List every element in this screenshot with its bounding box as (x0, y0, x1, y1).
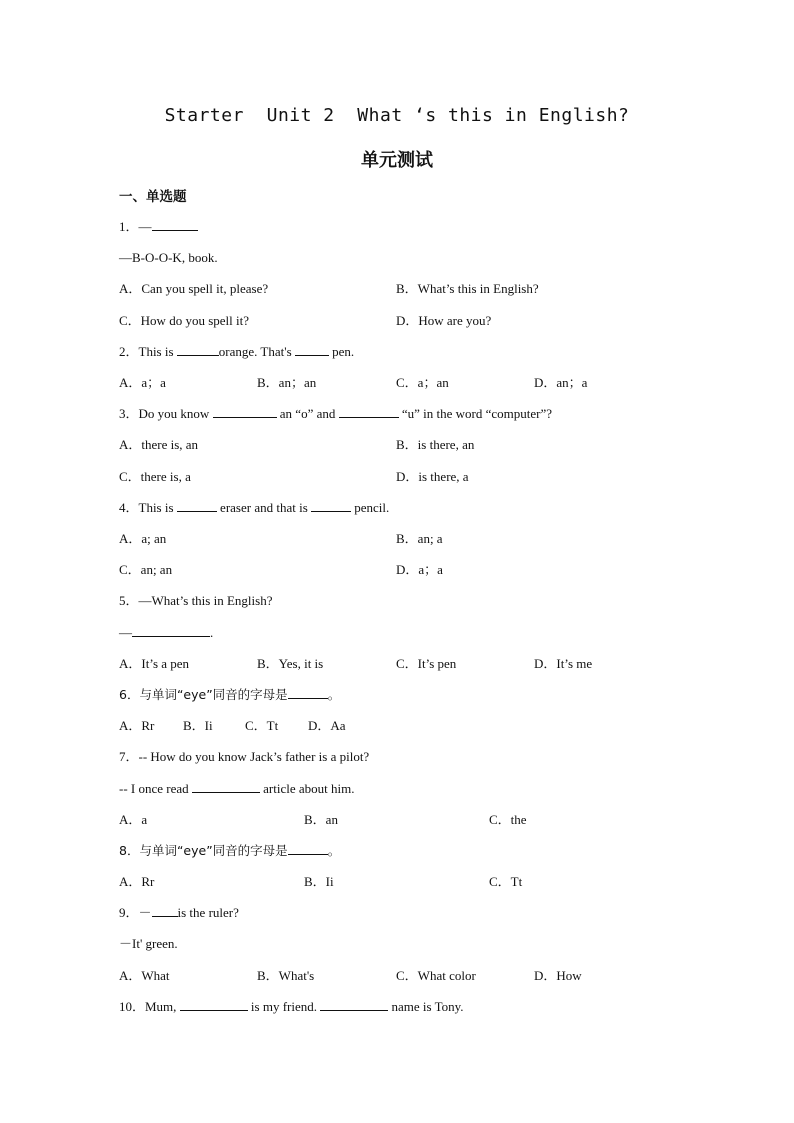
page-title: Starter Unit 2 What ‘s this in English? (164, 105, 630, 126)
q5-option-b[interactable]: B．Yes, it is (257, 656, 324, 671)
question-text: 8．与单词“eye”同音的字母是 (119, 843, 288, 858)
question-text: article about him. (259, 781, 355, 796)
question-text: . (210, 625, 214, 640)
q3-option-a[interactable]: A．there is, an (119, 437, 199, 452)
q1-option-b[interactable]: B．What’s this in English? (396, 281, 539, 296)
question-1 (119, 219, 198, 235)
answer-blank (320, 999, 388, 1011)
question-text: — (119, 625, 132, 640)
q4-option-c[interactable]: C．an; an (119, 562, 173, 577)
answer-blank (288, 687, 328, 699)
question-text: is the ruler? (177, 905, 239, 920)
answer-blank (177, 500, 217, 512)
q2-option-a[interactable]: A．a；a (119, 375, 166, 390)
answer-blank (180, 999, 248, 1011)
question-9-response: －It' green. (119, 936, 178, 951)
q4-option-d[interactable]: D．a；a (396, 562, 443, 577)
q7-option-c[interactable]: C．the (489, 812, 527, 827)
question-text: 6．与单词“eye”同音的字母是 (119, 687, 288, 702)
q5-option-a[interactable]: A．It’s a pen (119, 656, 190, 671)
question-text: -- I once read (119, 781, 192, 796)
q4-option-b[interactable]: B．an; a (396, 531, 443, 546)
question-text: 10．Mum, (119, 999, 180, 1014)
question-number: 1． (119, 219, 139, 234)
question-text: pencil. (351, 500, 390, 515)
answer-blank (295, 344, 329, 356)
question-7: 7．-- How do you know Jack’s father is a pilot? (119, 749, 370, 764)
question-2 (119, 344, 354, 360)
q5-option-d[interactable]: D．It’s me (534, 656, 593, 671)
answer-blank (132, 625, 210, 637)
question-9 (119, 905, 239, 921)
answer-blank (213, 406, 277, 418)
question-prompt: — (138, 219, 152, 234)
q9-option-b[interactable]: B．What's (257, 968, 315, 983)
q6-option-c[interactable]: C．Tt (245, 718, 279, 733)
question-text: 。 (327, 687, 341, 702)
answer-blank (311, 500, 351, 512)
answer-blank (177, 344, 219, 356)
question-text: eraser and that is (216, 500, 312, 515)
question-text: 2．This is (119, 344, 177, 359)
q9-option-c[interactable]: C．What color (396, 968, 476, 983)
question-4 (119, 500, 389, 516)
question-text: “u” in the word “computer”? (398, 406, 553, 421)
q2-option-d[interactable]: D．an；a (534, 375, 588, 390)
answer-blank (192, 781, 260, 793)
q6-option-d[interactable]: D．Aa (308, 718, 346, 733)
question-text: 4．This is (119, 500, 177, 515)
q6-option-a[interactable]: A．Rr (119, 718, 155, 733)
answer-blank (152, 219, 198, 231)
q9-option-a[interactable]: A．What (119, 968, 170, 983)
answer-blank (339, 406, 399, 418)
q2-option-b[interactable]: B．an；an (257, 375, 317, 390)
question-text: 9．－ (119, 905, 152, 920)
question-text: 3．Do you know (119, 406, 213, 421)
q9-option-d[interactable]: D．How (534, 968, 582, 983)
question-7-response (119, 781, 355, 797)
section-heading: 一、单选题 (119, 189, 187, 205)
question-text: orange. That's (218, 344, 295, 359)
q2-option-c[interactable]: C．a；an (396, 375, 449, 390)
question-5: 5．—What’s this in English? (119, 593, 273, 608)
q6-option-b[interactable]: B．Ii (183, 718, 213, 733)
question-text: pen. (328, 344, 355, 359)
q1-option-c[interactable]: C．How do you spell it? (119, 313, 249, 328)
question-text: an “o” and (276, 406, 339, 421)
q8-option-a[interactable]: A．Rr (119, 874, 155, 889)
answer-blank (288, 843, 328, 855)
question-5-response (119, 625, 213, 641)
q3-option-b[interactable]: B．is there, an (396, 437, 475, 452)
q1-option-a[interactable]: A．Can you spell it, please? (119, 281, 269, 296)
q4-option-a[interactable]: A．a; an (119, 531, 167, 546)
q3-option-c[interactable]: C．there is, a (119, 469, 191, 484)
q3-option-d[interactable]: D．is there, a (396, 469, 469, 484)
question-text: 。 (327, 843, 341, 858)
q5-option-c[interactable]: C．It’s pen (396, 656, 457, 671)
q7-option-a[interactable]: A．a (119, 812, 148, 827)
q7-option-b[interactable]: B．an (304, 812, 338, 827)
q8-option-c[interactable]: C．Tt (489, 874, 523, 889)
question-3 (119, 406, 552, 422)
question-8 (119, 843, 340, 859)
question-10 (119, 999, 464, 1015)
q8-option-b[interactable]: B．Ii (304, 874, 334, 889)
answer-blank (152, 905, 178, 917)
question-text: is my friend. (247, 999, 321, 1014)
question-text: name is Tony. (388, 999, 464, 1014)
question-1-response: —B-O-O-K, book. (119, 250, 218, 265)
q1-option-d[interactable]: D．How are you? (396, 313, 492, 328)
page-subtitle: 单元测试 (361, 150, 433, 171)
question-6 (119, 687, 340, 703)
